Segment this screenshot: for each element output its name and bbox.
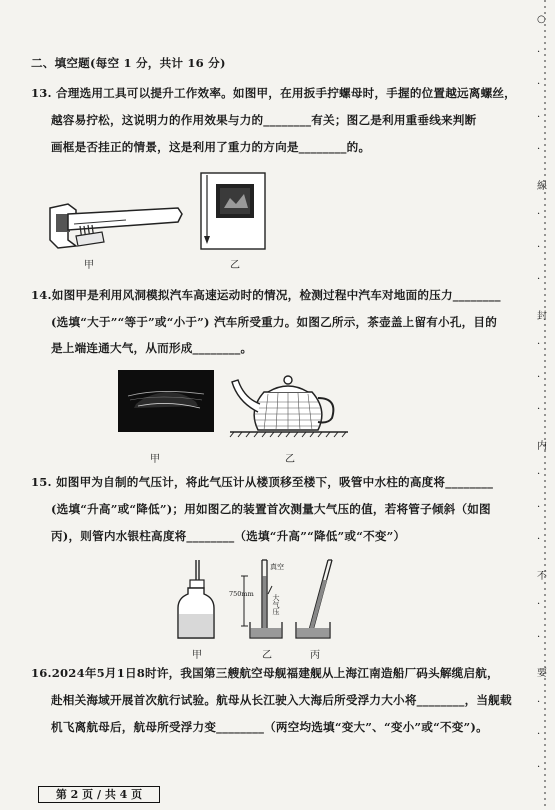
q13-line-3: 画框是否挂正的情景，这是利用了重力的方向是________的。 — [51, 140, 371, 154]
binding-char: · — [537, 241, 541, 253]
q15-line-2: (选填“升高”或“降低”)；用如图乙的装置首次测量大气压的值，若将管子倾斜（如图 — [51, 502, 491, 516]
label-height: 750mm — [229, 590, 254, 598]
binding-char: · — [537, 599, 541, 610]
binding-char: · — [537, 696, 541, 708]
binding-char: · — [537, 339, 541, 350]
q15-caption-jia: 甲 — [192, 650, 202, 661]
binding-char: · — [537, 631, 541, 643]
label-vacuum: 真空 — [270, 563, 284, 571]
binding-dashed-line — [531, 0, 555, 810]
label-pressure: 大气压 — [272, 594, 280, 615]
binding-margin — [531, 0, 555, 810]
page-footer: 第 2 页 / 共 4 页 — [38, 786, 160, 803]
q15-caption-bing: 丙 — [310, 650, 320, 661]
q14-line-3: 是上端连通大气，从而形成________。 — [51, 341, 253, 355]
binding-char: 要 — [537, 668, 547, 679]
binding-char: · — [537, 371, 541, 383]
binding-char: · — [537, 469, 541, 480]
binding-char: 線 — [537, 180, 547, 192]
binding-char: · — [537, 729, 541, 740]
teapot-figure — [228, 362, 352, 438]
q14-caption-yi: 乙 — [285, 454, 295, 465]
q14-line-1: 14.如图甲是利用风洞模拟汽车高速运动时的情况，检测过程中汽车对地面的压力________ — [31, 288, 501, 302]
binding-char: · — [537, 761, 541, 773]
binding-char: 内 — [537, 440, 547, 452]
section-title: 二、填空题(每空 1 分，共计 16 分) — [31, 56, 226, 70]
binding-char: · — [537, 111, 541, 123]
binding-char: · — [537, 274, 541, 285]
binding-char: · — [537, 404, 541, 415]
q14-line-2: (选填“大于”“等于”或“小于”) 汽车所受重力。如图乙所示，茶壶盖上留有小孔，目的 — [51, 315, 498, 329]
tilted-tube-figure — [292, 556, 338, 642]
wrench-figure — [46, 200, 184, 252]
binding-char: ○ — [537, 14, 546, 25]
binding-char: · — [537, 46, 541, 58]
wind-tunnel-figure — [118, 370, 214, 432]
q16-line-1: 16.2024年5月1日8时许，我国第三艘航空母舰福建舰从上海江南造船厂码头解缆启航， — [31, 666, 499, 680]
binding-char: 封 — [537, 310, 547, 322]
q14-caption-jia: 甲 — [150, 454, 160, 465]
q16-line-3: 机飞离航母后，航母所受浮力变________（两空均选填“变大”、“变小”或“不变”)。 — [51, 720, 488, 734]
binding-char: · — [537, 144, 541, 155]
q15-caption-yi: 乙 — [262, 650, 272, 661]
q16-line-2: 赴相关海域开展首次航行试验。航母从长江驶入大海后所受浮力大小将________，当舰载 — [51, 693, 512, 707]
barometer-jar-figure — [174, 558, 218, 644]
q13-line-1: 13. 合理选用工具可以提升工作效率。如图甲，在用扳手拧螺母时，手握的位置越远离螺丝， — [31, 86, 516, 100]
q13-caption-jia: 甲 — [84, 260, 94, 271]
q13-line-2: 越容易拧松，这说明力的作用效果与力的________有关；图乙是利用重垂线来判断 — [51, 113, 477, 127]
binding-char: · — [537, 79, 541, 90]
binding-char: · — [537, 534, 541, 545]
binding-char: · — [537, 209, 541, 220]
binding-char: 不 — [537, 570, 547, 582]
q15-line-1: 15. 如图甲为自制的气压计，将此气压计从楼顶移至楼下，吸管中水柱的高度将________ — [31, 475, 494, 489]
q13-caption-yi: 乙 — [230, 260, 240, 271]
q15-line-3: 丙)，则管内水银柱高度将________（选填“升高”“降低”或“不变”） — [51, 529, 406, 543]
plumb-line-figure — [200, 172, 266, 250]
binding-char: · — [537, 501, 541, 513]
